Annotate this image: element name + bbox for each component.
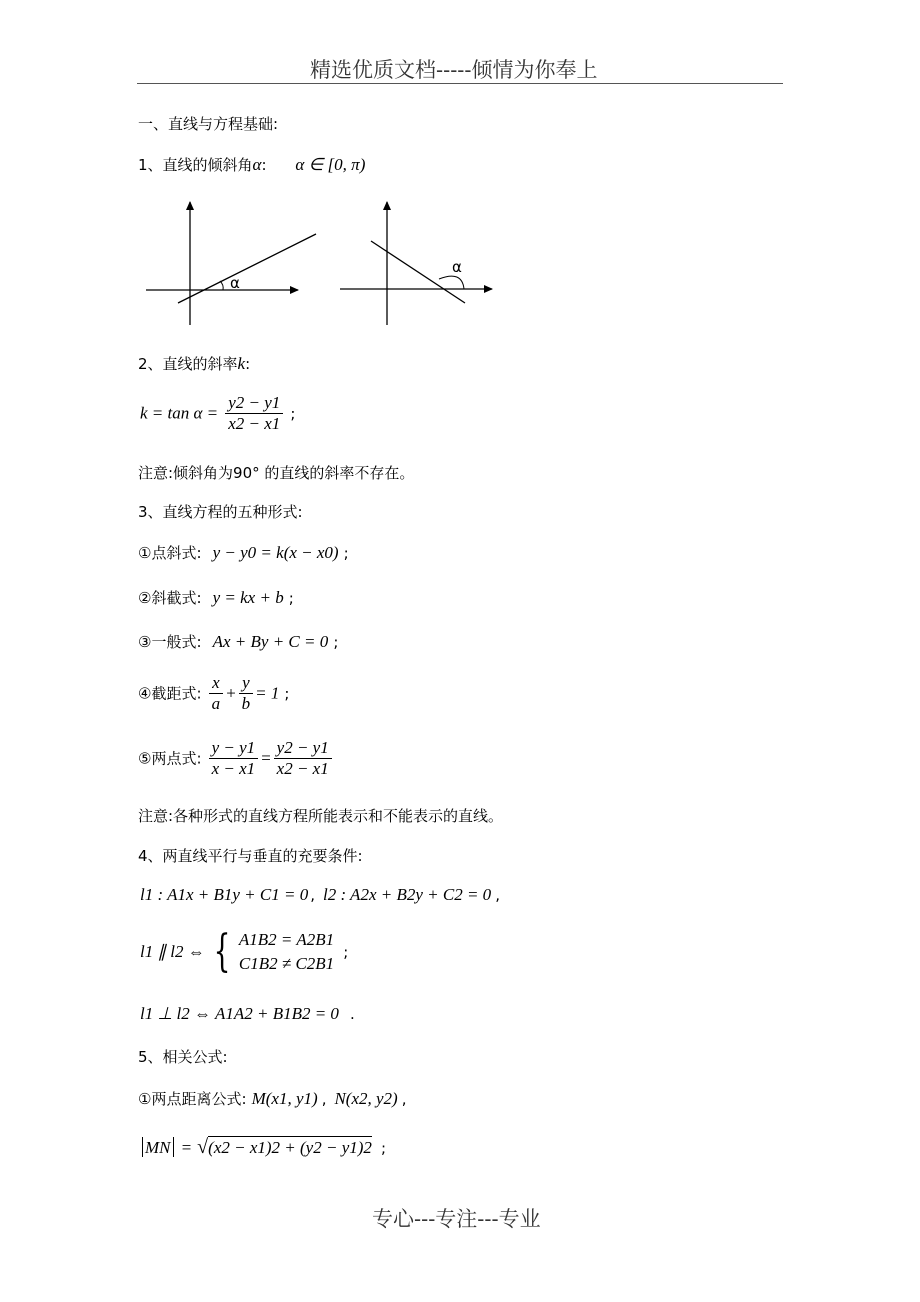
- mn-symbol: MN: [145, 1138, 171, 1157]
- page-footer: 专心---专注---专业: [372, 1207, 541, 1231]
- note-2: 注意:各种形式的直线方程所能表示和不能表示的直线。: [138, 807, 504, 825]
- form-1-formula: y − y0 = k(x − x0): [212, 543, 339, 562]
- form-4-fraction-x: [209, 673, 224, 714]
- form-5-eq: =: [260, 748, 272, 768]
- form-2-formula: y = kx + b: [212, 588, 284, 607]
- abs-bar-left: [142, 1137, 143, 1157]
- parallel-condition: [140, 928, 348, 976]
- line-equations: [140, 885, 500, 905]
- form-4-plus: +: [225, 683, 237, 703]
- form-3-formula: Ax + By + C = 0: [212, 632, 329, 651]
- form-4-num-y: y: [239, 673, 254, 694]
- slope-lhs: k = tan α =: [140, 403, 219, 423]
- parallel-row-1: A1B2 = A2B1: [238, 930, 335, 949]
- form-point-slope: [138, 543, 349, 563]
- item-2: [138, 354, 250, 374]
- form-1-end: ;: [343, 544, 349, 562]
- form-slope-intercept: [138, 588, 294, 608]
- item-3: 3、直线方程的五种形式:: [138, 503, 303, 521]
- item-5: 5、相关公式:: [138, 1048, 228, 1066]
- alpha-symbol: α: [252, 155, 262, 174]
- left-angle-label: α: [230, 274, 240, 292]
- form-5-label: ⑤两点式:: [138, 749, 202, 768]
- item-1: [138, 155, 365, 175]
- item-1-colon: :: [261, 156, 267, 174]
- form-3-label: ③一般式:: [138, 633, 202, 651]
- k-symbol: k: [237, 354, 246, 373]
- perpendicular-condition: [140, 1004, 355, 1024]
- section-heading: 一、直线与方程基础:: [138, 115, 279, 133]
- parallel-lhs: l1 ∥ l2 ⇔: [140, 942, 205, 961]
- form-3-end: ;: [333, 633, 339, 651]
- right-angle-label: α: [452, 258, 462, 276]
- right-angle-arc: [439, 276, 464, 289]
- item-2-label: 2、直线的斜率: [138, 355, 238, 373]
- slope-numerator: y2 − y1: [225, 393, 283, 414]
- slope-end: ;: [290, 404, 296, 423]
- distance-label: ①两点距离公式:: [138, 1090, 247, 1108]
- item-1-label: 1、直线的倾斜角: [138, 156, 253, 174]
- header-rule: [137, 83, 783, 84]
- distance-end: ;: [381, 1139, 387, 1157]
- form-4-fraction-y: [239, 673, 254, 714]
- form-4-label: ④截距式:: [138, 684, 202, 703]
- form-5-den-left: x − x1: [211, 759, 256, 778]
- item-4: 4、两直线平行与垂直的充要条件:: [138, 847, 363, 865]
- note-1: 注意:倾斜角为90° 的直线的斜率不存在。: [138, 464, 415, 482]
- form-5-num-left: y − y1: [209, 738, 259, 759]
- inclination-figures: [140, 192, 510, 332]
- form-intercept: [138, 673, 289, 714]
- form-two-point: [138, 738, 334, 779]
- sqrt-symbol: √: [197, 1136, 209, 1158]
- page-header: 精选优质文档-----倾情为你奉上: [310, 58, 598, 82]
- form-4-end: ;: [284, 684, 290, 703]
- form-general: [138, 632, 338, 652]
- form-5-rhs-fraction: [274, 738, 332, 779]
- line-separator: ,: [310, 886, 315, 904]
- distance-points: [138, 1089, 407, 1109]
- form-2-end: ;: [288, 589, 294, 607]
- points-end: ,: [401, 1090, 407, 1108]
- form-4-rhs: = 1: [255, 683, 280, 703]
- form-5-num-right: y2 − y1: [274, 738, 332, 759]
- form-4-den-a: a: [211, 694, 221, 713]
- line-l1-equation: l1 : A1x + B1y + C1 = 0: [140, 885, 309, 904]
- distance-formula: [140, 1136, 386, 1159]
- point-n: N(x2, y2): [334, 1089, 398, 1108]
- form-5-den-right: x2 − x1: [276, 759, 329, 778]
- distance-eq: =: [180, 1138, 193, 1157]
- slope-fraction: [225, 393, 283, 434]
- slope-formula: [140, 393, 295, 434]
- right-line: [371, 241, 465, 303]
- inclination-range: α ∈ [0, π): [295, 155, 366, 174]
- point-m: M(x1, y1): [251, 1089, 318, 1108]
- line-end: ,: [495, 886, 500, 904]
- left-brace: {: [213, 926, 231, 977]
- item-2-colon: :: [245, 355, 251, 373]
- line-l2-equation: l2 : A2x + B2y + C2 = 0: [322, 885, 492, 904]
- form-1-label: ①点斜式:: [138, 544, 202, 562]
- sqrt-radicand: (x2 − x1)2 + (y2 − y1)2: [208, 1138, 372, 1157]
- perp-formula: l1 ⊥ l2 ⇔ A1A2 + B1B2 = 0: [140, 1004, 339, 1023]
- form-4-num-x: x: [209, 673, 224, 694]
- form-5-lhs-fraction: [209, 738, 259, 779]
- form-4-den-b: b: [241, 694, 251, 713]
- abs-bar-right: [173, 1137, 174, 1157]
- parallel-end: ;: [343, 943, 349, 961]
- perp-end: .: [350, 1005, 355, 1023]
- left-line: [178, 234, 316, 303]
- parallel-cases: [239, 928, 334, 976]
- slope-denominator: x2 − x1: [228, 414, 281, 433]
- parallel-row-2: C1B2 ≠ C2B1: [238, 954, 335, 973]
- form-2-label: ②斜截式:: [138, 589, 202, 607]
- points-separator: ,: [321, 1090, 327, 1108]
